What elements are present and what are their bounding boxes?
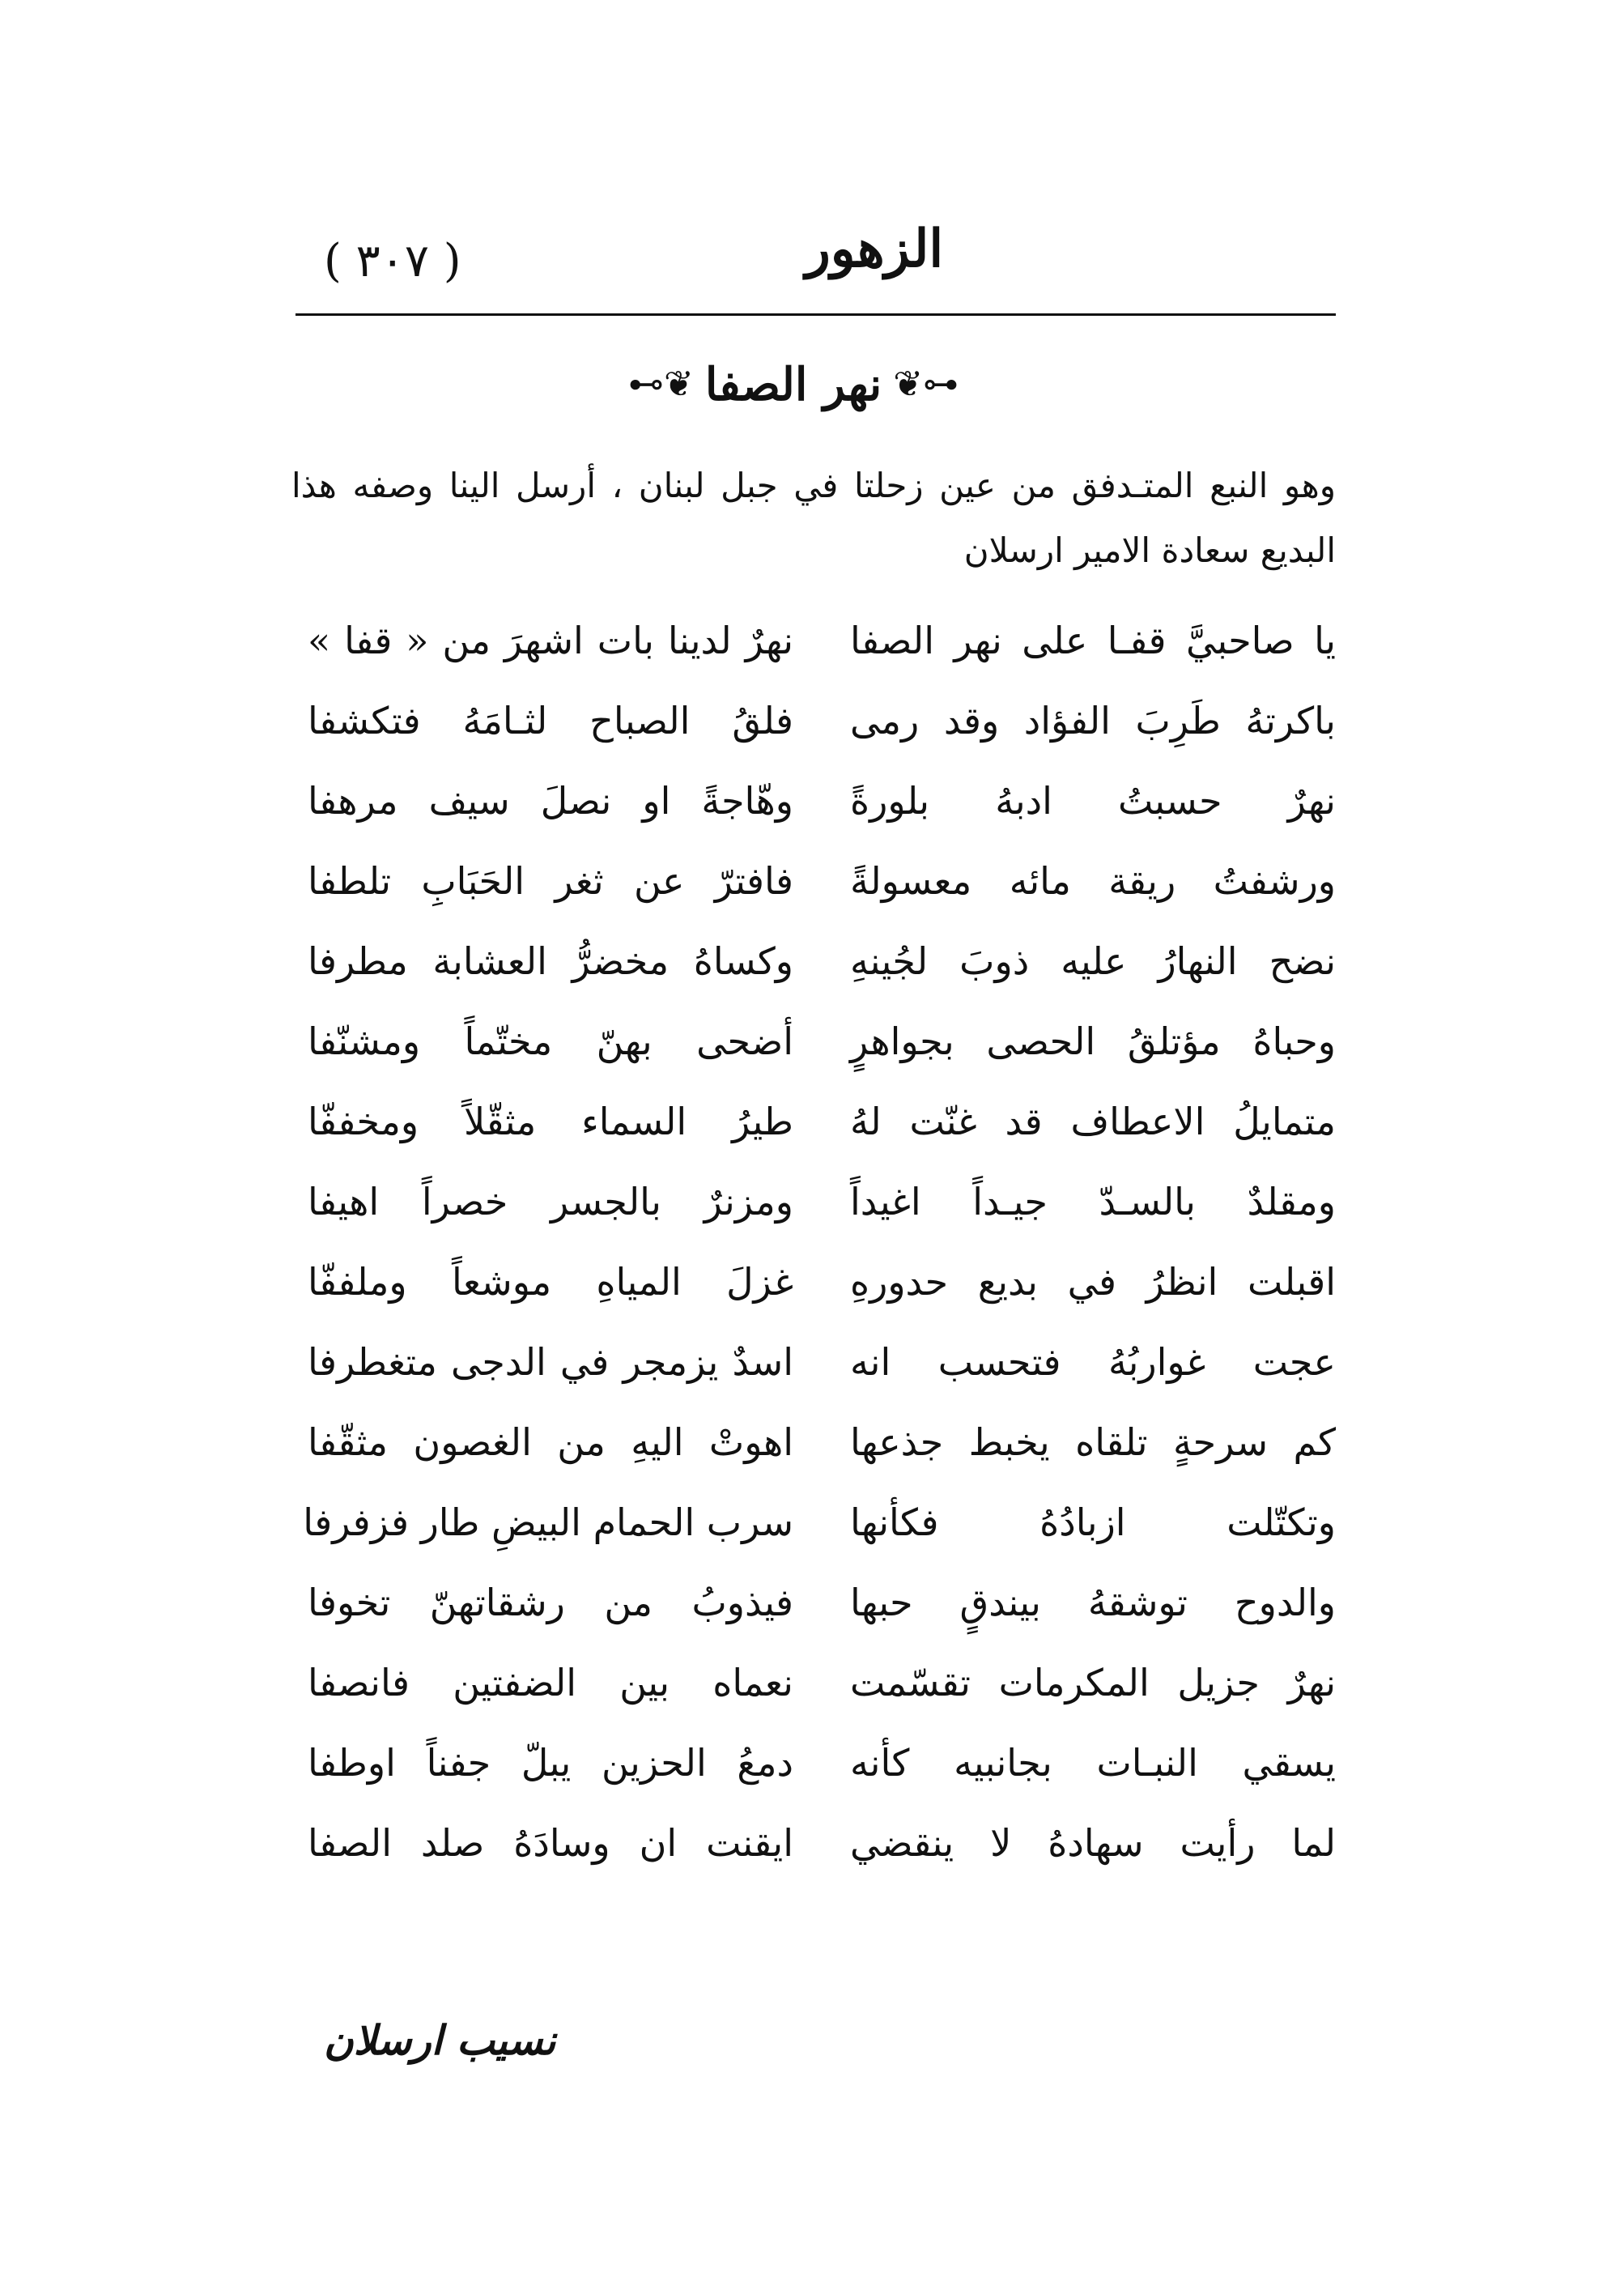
verse-second-half: نهرٌ لدينا بات اشهرَ من « قفا » bbox=[308, 619, 793, 662]
verse-first-half: ومقلدٌ بالسـدّ جيـداً اغيداً bbox=[850, 1180, 1336, 1224]
verse-second-half: سرب الحمام البيضِ طار فزفرفا bbox=[303, 1500, 793, 1544]
verse-first-half: باكرتهُ طَرِبَ الفؤاد وقد رمى bbox=[850, 699, 1336, 743]
verse-first-half: يسقي النبـات بجانبيه كأنه bbox=[850, 1741, 1336, 1785]
poem-heading bbox=[567, 340, 1020, 429]
verse-line bbox=[308, 841, 1336, 921]
verse-line bbox=[308, 601, 1336, 681]
verse-second-half: ومزنرٌ بالجسر خصراً اهيفا bbox=[308, 1180, 793, 1224]
verse-line bbox=[303, 1483, 1336, 1563]
verse-line bbox=[308, 1402, 1336, 1483]
verse-line bbox=[308, 1563, 1336, 1643]
page-header bbox=[291, 219, 1336, 308]
verse-line bbox=[308, 1723, 1336, 1803]
verse-second-half: اهوتْ اليهِ من الغصون مثقّفا bbox=[308, 1420, 793, 1464]
header-divider bbox=[295, 313, 1336, 316]
right-ornament-icon: ❦⊶ bbox=[893, 364, 959, 405]
verse-second-half: فلقُ الصباح لثـامَهُ فتكشفا bbox=[308, 699, 793, 743]
verse-line bbox=[308, 1803, 1336, 1883]
verse-first-half: والدوح توشقهُ بيندقٍ حبها bbox=[850, 1581, 1336, 1624]
verse-first-half: نهرٌ حسبتُ ادبهُ بلورةً bbox=[850, 779, 1336, 823]
verse-first-half: نضح النهارُ عليه ذوبَ لجُينهِ bbox=[850, 939, 1336, 983]
verse-first-half: وتكتّلت ازبادُهُ فكأنها bbox=[850, 1500, 1336, 1544]
verse-second-half: طيرُ السماء مثقّلاً ومخففّا bbox=[308, 1100, 793, 1143]
verse-line bbox=[308, 1002, 1336, 1082]
verse-line bbox=[308, 761, 1336, 841]
running-title: الزهور bbox=[805, 219, 944, 279]
verse-second-half: أضحى بهنّ مختّماً ومشنّفا bbox=[308, 1019, 793, 1063]
verse-first-half: يا صاحبيَّ قفـا على نهر الصفا bbox=[850, 619, 1336, 662]
verse-second-half: فافترّ عن ثغر الحَبَابِ تلطفا bbox=[308, 859, 793, 903]
verse-line bbox=[308, 1082, 1336, 1162]
verse-second-half: دمعُ الحزين يبلّ جفناً اوطفا bbox=[308, 1741, 793, 1785]
verse-line bbox=[308, 1242, 1336, 1322]
verse-line bbox=[308, 921, 1336, 1002]
verse-second-half: اسدٌ يزمجر في الدجى متغطرفا bbox=[308, 1340, 793, 1384]
poem-verses bbox=[303, 601, 1336, 1883]
verse-first-half: ورشفتُ ريقة مائه معسولةً bbox=[850, 859, 1336, 903]
verse-line bbox=[308, 1162, 1336, 1242]
left-ornament-icon: ⊷❦ bbox=[627, 364, 694, 405]
verse-second-half: وكساهُ مخضرُّ العشابة مطرفا bbox=[308, 939, 793, 983]
verse-first-half: عجت غواربُهُ فتحسب انه bbox=[850, 1340, 1336, 1384]
verse-line bbox=[308, 681, 1336, 761]
verse-second-half: غزلَ المياهِ موشعاً وملففّا bbox=[308, 1260, 793, 1304]
verse-first-half: وحباهُ مؤتلقُ الحصى بجواهرٍ bbox=[850, 1019, 1336, 1063]
poem-title: نهر الصفا bbox=[704, 358, 882, 411]
verse-first-half: لما رأيت سهادهُ لا ينقضي bbox=[850, 1821, 1336, 1865]
verse-second-half: ايقنت ان وسادَهُ صلد الصفا bbox=[308, 1821, 793, 1865]
verse-second-half: نعماه بين الضفتين فانصفا bbox=[308, 1661, 793, 1705]
verse-line bbox=[308, 1643, 1336, 1723]
verse-second-half: فيذوبُ من رشقاتهنّ تخوفا bbox=[308, 1581, 793, 1624]
verse-line bbox=[308, 1322, 1336, 1402]
page-number: ( ٣٠٧ ) bbox=[324, 235, 461, 287]
verse-first-half: اقبلت انظرُ في بديع حدورهِ bbox=[850, 1260, 1336, 1304]
verse-second-half: وهّاجةً او نصلَ سيف مرهفا bbox=[308, 779, 793, 823]
poem-introduction: وهو النبع المتـدفق من عين زحلتا في جبل لبنان ، أرسل الينا وصفه هذا البديع سعادة الامير ارسلان bbox=[291, 466, 1336, 570]
verse-first-half: متمايلُ الاعطاف قد غنّت لهُ bbox=[850, 1100, 1336, 1143]
verse-first-half: كم سرحةٍ تلقاه يخبط جذعها bbox=[850, 1420, 1336, 1464]
author-signature: نسيب ارسلان bbox=[324, 2016, 556, 2064]
verse-first-half: نهرٌ جزيل المكرمات تقسّمت bbox=[850, 1661, 1336, 1705]
